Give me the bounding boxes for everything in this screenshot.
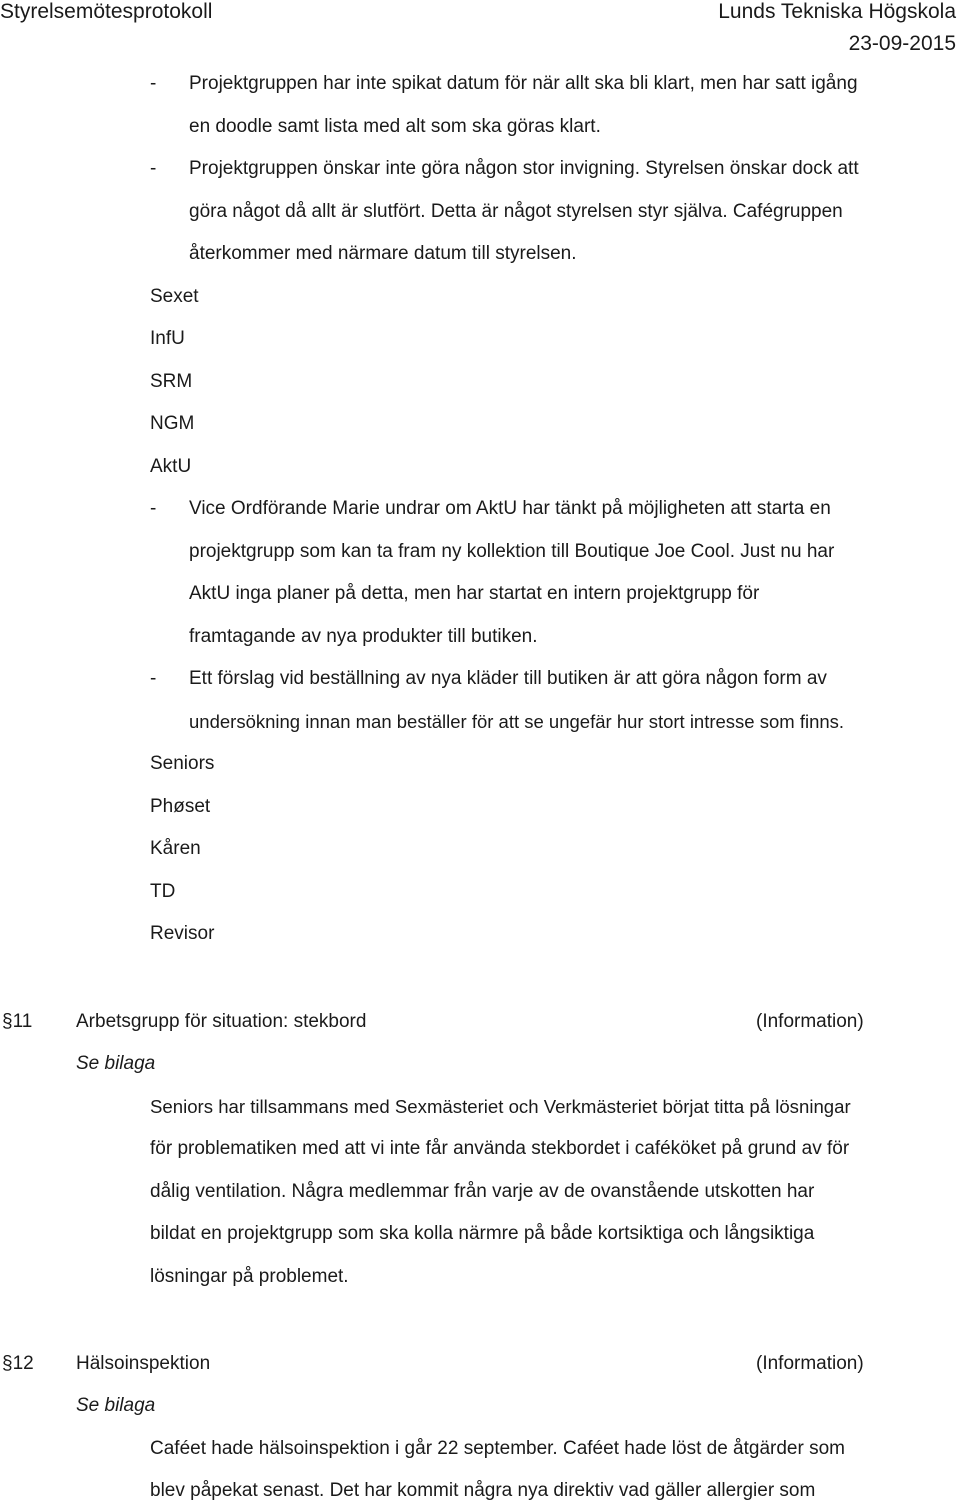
paragraph-line: framtagande av nya produkter till butiken.: [189, 626, 538, 647]
committee-heading: Sexet: [150, 286, 199, 307]
committee-heading: Kåren: [150, 838, 201, 859]
bullet-marker: -: [150, 668, 157, 689]
committee-heading: Revisor: [150, 923, 215, 944]
paragraph-line: AktU inga planer på detta, men har startat en intern projektgrupp för: [189, 583, 760, 604]
committee-heading: Phøset: [150, 796, 211, 817]
section-number: §12: [2, 1353, 34, 1374]
paragraph-line: en doodle samt lista med alt som ska göras klart.: [189, 116, 601, 137]
bullet-marker: -: [150, 73, 157, 94]
section-title: Arbetsgrupp för situation: stekbord: [76, 1011, 367, 1032]
paragraph-line: göra något då allt är slutfört. Detta är något styrelsen styr själva. Cafégruppen: [189, 201, 843, 222]
paragraph-line: Caféet hade hälsoinspektion i går 22 september. Caféet hade löst de åtgärder som: [150, 1438, 845, 1459]
paragraph-line: projektgrupp som kan ta fram ny kollektion till Boutique Joe Cool. Just nu har: [189, 541, 835, 562]
paragraph-line: för problematiken med att vi inte får använda stekbordet i caféköket på grund av för: [150, 1138, 850, 1159]
section-title: Hälsoinspektion: [76, 1353, 211, 1374]
header-organization: Lunds Tekniska Högskola: [718, 0, 956, 23]
paragraph-line: undersökning innan man beställer för att se ungefär hur stort intresse som finns.: [189, 711, 845, 732]
attachment-reference: Se bilaga: [76, 1395, 156, 1416]
paragraph-line: Vice Ordförande Marie undrar om AktU har tänkt på möjligheten att starta en: [189, 498, 831, 519]
paragraph-line: bildat en projektgrupp som ska kolla närmre på både kortsiktiga och långsiktiga: [150, 1223, 815, 1244]
section-type: (Information): [756, 1353, 864, 1374]
attachment-reference: Se bilaga: [76, 1053, 156, 1074]
bullet-marker: -: [150, 498, 157, 519]
paragraph-line: Projektgruppen har inte spikat datum för när allt ska bli klart, men har satt igång: [189, 73, 858, 94]
paragraph-line: Projektgruppen önskar inte göra någon stor invigning. Styrelsen önskar dock att: [189, 158, 859, 179]
paragraph-line: återkommer med närmare datum till styrelsen.: [189, 243, 577, 264]
bullet-marker: -: [150, 158, 157, 179]
header-title: Styrelsemötesprotokoll: [0, 0, 213, 23]
committee-heading: Seniors: [150, 753, 215, 774]
paragraph-line: Seniors har tillsammans med Sexmästeriet och Verkmästeriet börjat titta på lösningar: [150, 1096, 851, 1117]
section-number: §11: [2, 1011, 33, 1032]
committee-heading: AktU: [150, 456, 192, 477]
committee-heading: SRM: [150, 371, 193, 392]
section-type: (Information): [756, 1011, 864, 1032]
committee-heading: InfU: [150, 328, 185, 349]
paragraph-line: dålig ventilation. Några medlemmar från varje av de ovanstående utskotten har: [150, 1181, 815, 1202]
committee-heading: TD: [150, 881, 176, 902]
header-date: 23-09-2015: [848, 32, 956, 55]
paragraph-line: Ett förslag vid beställning av nya kläder till butiken är att göra någon form av: [189, 668, 827, 689]
committee-heading: NGM: [150, 413, 195, 434]
paragraph-line: blev påpekat senast. Det har kommit några nya direktiv vad gäller allergier som: [150, 1480, 816, 1501]
paragraph-line: lösningar på problemet.: [150, 1266, 349, 1287]
